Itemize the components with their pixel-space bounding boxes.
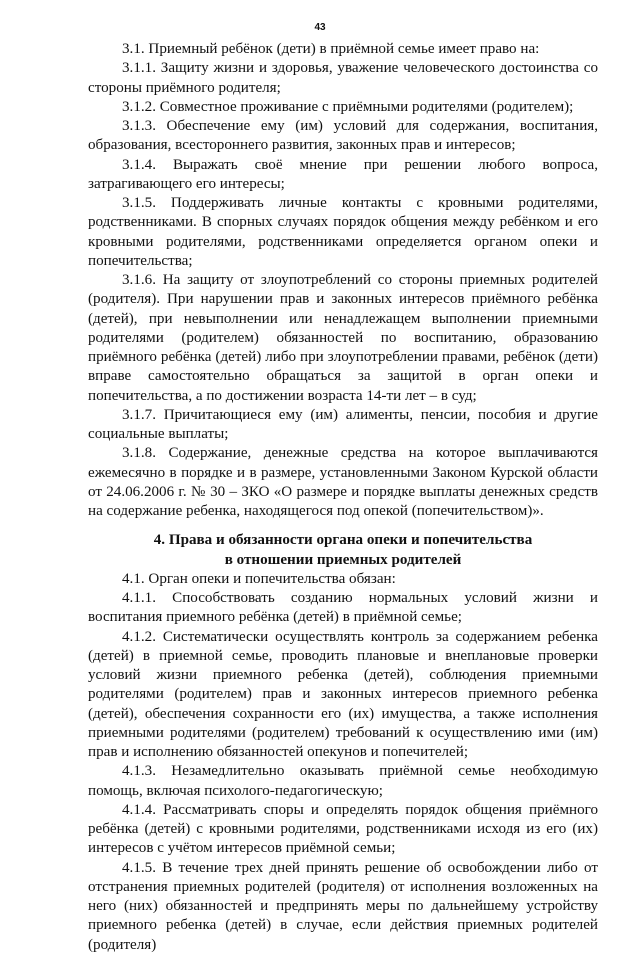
section-4-heading: [88, 531, 598, 570]
paragraph-3-1-4: 3.1.4. Выражать своё мнение при решении любого вопроса, затрагивающего его интересы;: [88, 156, 598, 192]
paragraph-4-1: 4.1. Орган опеки и попечительства обязан:: [122, 570, 396, 587]
document-body: [88, 40, 598, 955]
page-number: 43: [314, 22, 326, 33]
paragraph-3-1-3: 3.1.3. Обеспечение ему (им) условий для содержания, воспитания, образования, всестороннего развития, законных прав и интересов;: [88, 118, 598, 154]
paragraph-4-1-3: 4.1.3. Незамедлительно оказывать приёмной семье необходимую помощь, включая психолого-педагогическую;: [88, 763, 598, 799]
section-4-heading-line1: 4. Права и обязанности органа опеки и попечительства: [153, 532, 533, 549]
paragraph-4-1-2: 4.1.2. Систематически осуществлять контроль за содержанием ребенка (детей) в приемной семье, проводить плановые и внеплановые проверки условий жизни приемного ребенка (детей), соблюдения приемными родителями (родителем) прав и законных интересов приемного ребенка (детей), обеспечения сохранности его (их) имущества, а также исполнения приемными родителями (родителем) требований к осуществлению ими (им) прав и исполнению обязанностей опекунов и попечителей;: [88, 628, 598, 760]
section-4-heading-line2: в отношении приемных родителей: [224, 551, 462, 568]
paragraph-3-1-6: 3.1.6. На защиту от злоупотреблений со стороны приемных родителей (родителя). При нарушении прав и законных интересов приёмного ребёнка (детей), при невыполнении или ненадлежащем выполнении приемными родителями (родителем) обязанностей по воспитанию, образованию приёмного ребёнка (детей) либо при злоупотреблении правами, ребёнок (дети) вправе самостоятельно обращаться за защитой в орган опеки и попечительства, а по достижении возраста 14-ти лет – в суд;: [88, 272, 598, 404]
paragraph-3-1-8: 3.1.8. Содержание, денежные средства на которое выплачиваются ежемесячно в порядке и в размере, установленными Законом Курской области от 24.06.2006 г. № 30 – ЗКО «О размере и порядке выплаты денежных средств на содержание ребенка, находящегося под опекой (попечительством)».: [88, 445, 598, 519]
paragraph-3-1-1: 3.1.1. Защиту жизни и здоровья, уважение человеческого достоинства со стороны приёмного родителя;: [88, 60, 598, 96]
paragraph-4-1-5: 4.1.5. В течение трех дней принять решение об освобождении либо от отстранения приемных родителей (родителя) от исполнения возложенных на него (них) обязанностей и предпринять меры по дальнейшему устройству приемного ребенка (детей) в случае, если действия приемных родителей (родителя): [88, 859, 598, 953]
paragraph-3-1: 3.1. Приемный ребёнок (дети) в приёмной семье имеет право на:: [122, 41, 540, 57]
paragraph-3-1-2: 3.1.2. Совместное проживание с приёмными родителями (родителем);: [122, 98, 574, 115]
paragraph-4-1-1: 4.1.1. Способствовать созданию нормальных условий жизни и воспитания приемного ребёнка (детей) в приёмной семье;: [88, 590, 598, 626]
paragraph-3-1-7: 3.1.7. Причитающиеся ему (им) алименты, пенсии, пособия и другие социальные выплаты;: [88, 406, 598, 442]
paragraph-4-1-4: 4.1.4. Рассматривать споры и определять порядок общения приёмного ребёнка (детей) с кровными родителями, родственниками исходя из его (их) интересов с учётом интересов приёмной семьи;: [88, 801, 598, 857]
paragraph-3-1-5: 3.1.5. Поддерживать личные контакты с кровными родителями, родственниками. В спорных случаях порядок общения между ребёнком и его кровными родителями, родственниками определяется органом опеки и попечительства;: [88, 195, 598, 269]
